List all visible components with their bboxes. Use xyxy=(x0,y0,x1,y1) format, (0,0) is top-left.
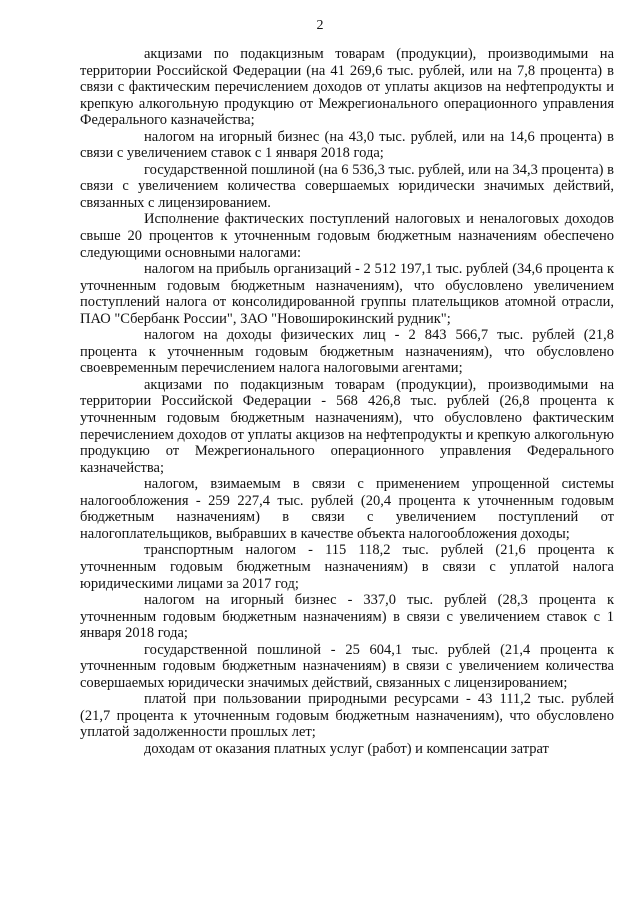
paragraph-personal-income-tax: налогом на доходы физических лиц - 2 843 566,7 тыс. рублей (21,8 процента к уточненным годовым бюджетным назначениям), что обусловлено своевременным перечислением налога налоговыми агентами; xyxy=(80,327,614,377)
paragraph-natural-resources-fee: платой при пользовании природными ресурсами - 43 111,2 тыс. рублей (21,7 процента к уточненным годовым бюджетным назначениям), что обусловлено уплатой задолженности прошлых лет; xyxy=(80,691,614,741)
document-body xyxy=(80,46,614,758)
paragraph-execution-intro: Исполнение фактических поступлений налоговых и неналоговых доходов свыше 20 процентов к уточненным годовым бюджетным назначениям обеспечено следующими основными налогами: xyxy=(80,211,614,261)
paragraph-state-duty-increase: государственной пошлиной (на 6 536,3 тыс. рублей, или на 34,3 процента) в связи с увеличением количества совершаемых юридически значимых действий, связанных с лицензированием. xyxy=(80,161,614,211)
paragraph-excise: акцизами по подакцизным товарам (продукции), производимыми на территории Российской Федерации - 568 426,8 тыс. рублей (26,8 процента к уточненным годовым бюджетным назначениям), что обусловлено фактическим перечислением доходов от уплаты акцизов на нефтепродукты и крепкую алкогольную продукцию от Межрегионального операционного управления Федерального казначейства; xyxy=(80,376,614,476)
paragraph-transport-tax: транспортным налогом - 115 118,2 тыс. рублей (21,6 процента к уточненным годовым бюджетным назначениям) в связи с уплатой налога юридическими лицами за 2017 год; xyxy=(80,542,614,592)
paragraph-simplified-tax: налогом, взимаемым в связи с применением упрощенной системы налогообложения - 259 227,4 тыс. рублей (20,4 процента к уточненным годовым бюджетным назначениям) в связи с увеличением поступлений от налогоплательщиков, выбравших в качестве объекта налогообложения доходы; xyxy=(80,476,614,542)
paragraph-profit-tax: налогом на прибыль организаций - 2 512 197,1 тыс. рублей (34,6 процента к уточненным годовым бюджетным назначениям), что обусловлено увеличением поступлений налога от консолидированной группы плательщиков атомной отрасли, ПАО "Сбербанк России", ЗАО "Новоширокинский рудник"; xyxy=(80,261,614,327)
paragraph-gambling-tax: налогом на игорный бизнес - 337,0 тыс. рублей (28,3 процента к уточненным годовым бюджетным назначениям) в связи с увеличением ставок с 1 января 2018 года; xyxy=(80,592,614,642)
paragraph-state-duty: государственной пошлиной - 25 604,1 тыс. рублей (21,4 процента к уточненным годовым бюджетным назначениям) в связи с увеличением количества совершаемых юридически значимых действий, связанных с лицензированием; xyxy=(80,641,614,691)
paragraph-gambling-tax-increase: налогом на игорный бизнес (на 43,0 тыс. рублей, или на 14,6 процента) в связи с увеличением ставок с 1 января 2018 года; xyxy=(80,128,614,162)
page-number: 2 xyxy=(316,18,324,33)
paragraph-excise-increase: акцизами по подакцизным товарам (продукции), производимыми на территории Российской Федерации (на 41 269,6 тыс. рублей, или на 7,8 процента) в связи с фактическим перечислением доходов от уплаты акцизов на нефтепродукты и крепкую алкогольную продукцию от Межрегионального операционного управления Федерального казначейства; xyxy=(80,46,614,129)
paragraph-paid-services-income: доходам от оказания платных услуг (работ) и компенсации затрат xyxy=(144,740,549,757)
